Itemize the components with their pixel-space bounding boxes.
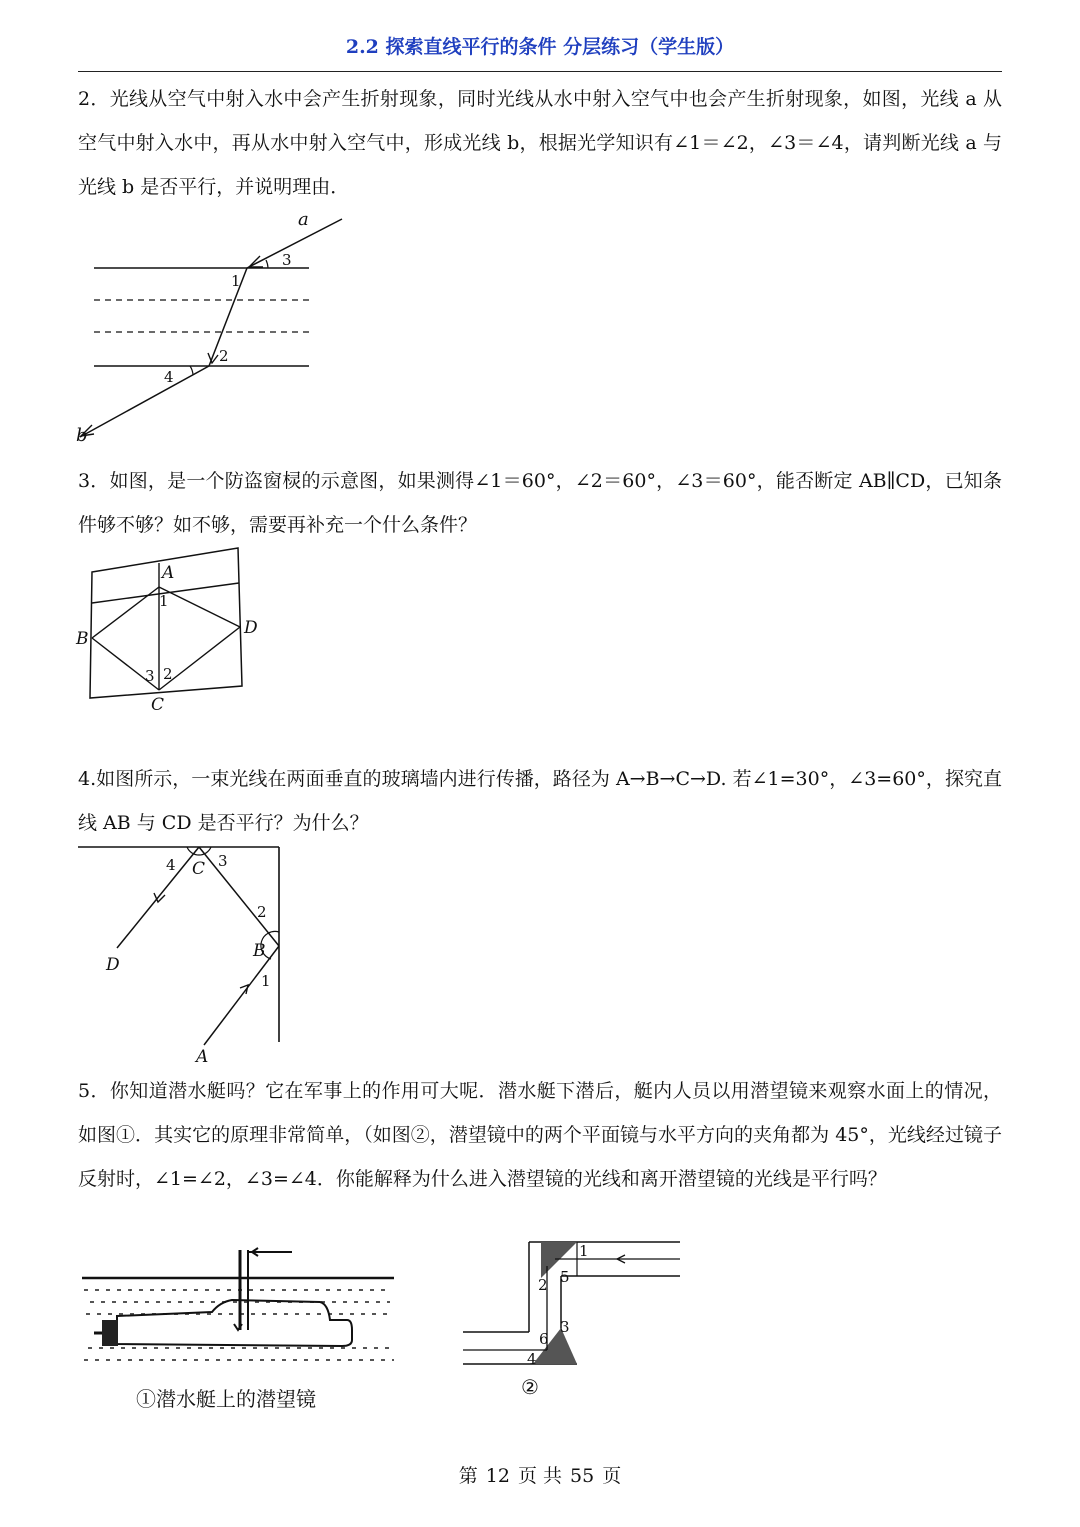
label-B: B: [76, 629, 89, 649]
figure-caption: ①潜水艇上的潜望镜: [136, 1387, 316, 1411]
ray-b: [80, 366, 209, 437]
label-a: a: [298, 209, 309, 230]
label-A: A: [196, 1047, 209, 1065]
label-2: 2: [163, 665, 173, 683]
question-4: [78, 757, 1002, 845]
ray-CD: [117, 847, 199, 948]
angle-arc-3: [266, 260, 268, 268]
submarine-propeller: [102, 1320, 118, 1346]
page-footer: [0, 1461, 1080, 1488]
angle-arc-C: [187, 847, 211, 855]
label-D: D: [244, 618, 258, 638]
label-1: 1: [159, 592, 169, 610]
label-2: 2: [219, 347, 229, 365]
question-text: 你知道潜水艇吗？它在军事上的作用可大呢．潜水艇下潜后，艇内人员以用潜望镜来观察水面上的情况，如图①．其实它的原理非常简单，（如图②，潜望镜中的两个平面镜与水平方向的夹角都为 45°，光线经过镜子反射时，∠1=∠2，∠3=∠4．你能解释为什么进入潜望镜的光线和离开潜望镜的光线是平行吗？: [78, 1080, 1002, 1190]
question-text: 如图，是一个防盗窗棂的示意图，如果测得∠1＝60°，∠2＝60°，∠3＝60°，能否断定 AB∥CD，已知条件够不够？如不够，需要再补充一个什么条件？: [78, 470, 1002, 536]
figure-submarine-periscope: [72, 1240, 402, 1415]
figure-caption: ②: [521, 1375, 539, 1399]
submarine-hull: [117, 1300, 352, 1346]
label-D: D: [106, 955, 120, 975]
label-1: 1: [231, 272, 241, 290]
segment-AD: [159, 587, 240, 627]
label-C: C: [192, 859, 206, 879]
ray-BC: [199, 847, 279, 946]
label-1: 1: [261, 972, 271, 990]
question-text: 光线从空气中射入水中会产生折射现象，同时光线从水中射入空气中也会产生折射现象，如图，光线 a 从空气中射入水中，再从水中射入空气中，形成光线 b，根据光学知识有∠1＝∠2，∠3＝∠4，请判断光线 a 与光线 b 是否平行，并说明理由．: [78, 88, 1002, 198]
question-number: 4.: [78, 768, 97, 790]
header-rule: [78, 71, 1002, 72]
label-4: 4: [527, 1350, 537, 1368]
footer-prefix: 第: [458, 1465, 478, 1487]
label-3: 3: [560, 1318, 570, 1336]
label-2: 2: [257, 903, 267, 921]
question-2: [78, 77, 1002, 209]
label-A: A: [162, 563, 175, 583]
label-2: 2: [538, 1276, 548, 1294]
label-3: 3: [218, 852, 228, 870]
label-4: 4: [164, 368, 174, 386]
label-1: 1: [579, 1242, 589, 1260]
total-pages: 55: [570, 1465, 595, 1487]
angle-arc-4: [190, 366, 193, 375]
figure-refraction: [72, 205, 372, 450]
footer-suffix: 页: [602, 1465, 622, 1487]
page-header-title: 2.2 探索直线平行的条件 分层练习（学生版）: [345, 36, 735, 58]
label-3: 3: [282, 251, 292, 269]
label-b: b: [76, 425, 88, 446]
footer-mid: 页 共: [517, 1465, 563, 1487]
question-number: 2．: [78, 88, 110, 110]
label-6: 6: [539, 1330, 549, 1348]
label-5: 5: [560, 1268, 570, 1286]
page-number: 12: [485, 1465, 510, 1487]
figure-glass-walls: [72, 840, 292, 1065]
figure-window-grille: [72, 540, 282, 720]
question-text: 如图所示，一束光线在两面垂直的玻璃墙内进行传播，路径为 A→B→C→D. 若∠1=30°，∠3=60°，探究直线 AB 与 CD 是否平行？为什么？: [78, 768, 1002, 834]
label-4: 4: [166, 856, 176, 874]
label-3: 3: [145, 667, 155, 685]
question-5: [78, 1069, 1002, 1201]
ray-a: [247, 219, 342, 268]
segment-AB: [92, 587, 159, 638]
label-C: C: [151, 695, 165, 715]
question-number: 3．: [78, 470, 110, 492]
label-B: B: [253, 941, 266, 961]
ray-AB: [204, 946, 279, 1045]
question-3: [78, 459, 1002, 547]
figure-periscope-diagram: [455, 1232, 695, 1412]
question-number: 5．: [78, 1080, 110, 1102]
